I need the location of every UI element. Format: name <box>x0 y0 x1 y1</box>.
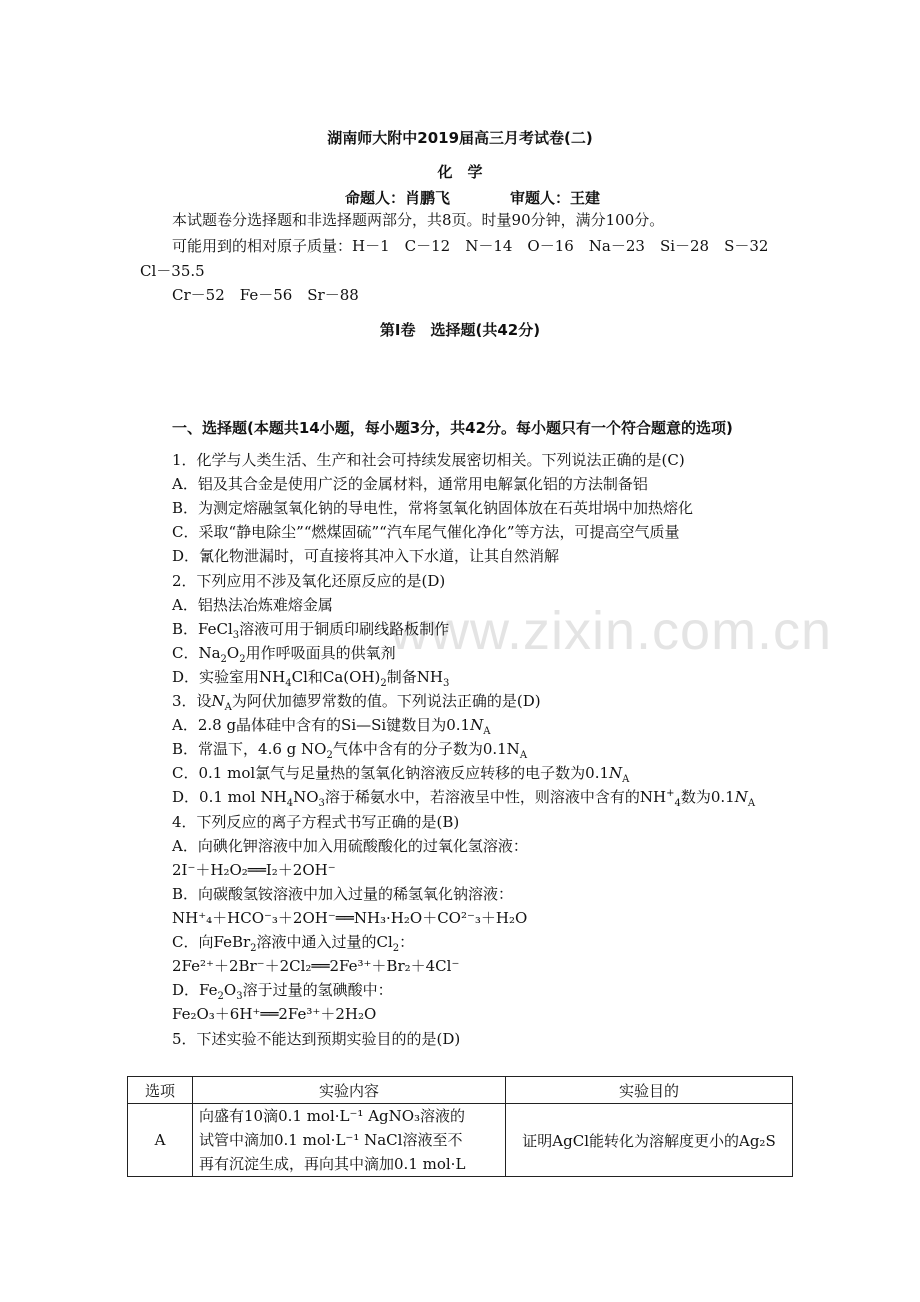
q1-stem: 1．化学与人类生活、生产和社会可持续发展密切相关。下列说法正确的是(C) <box>172 451 685 469</box>
table-header-content: 实验内容 <box>193 1077 506 1104</box>
q2-stem: 2．下列应用不涉及氧化还原反应的是(D) <box>172 572 446 590</box>
q2-option-c: C．$Na_2O_2$用作呼吸面具的供氧剂 <box>172 644 396 665</box>
section-instruction: 一、选择题(本题共14小题，每小题3分，共42分。每小题只有一个符合题意的选项) <box>172 419 733 437</box>
experiment-table <box>127 1076 793 1177</box>
q3-option-c: C．0.1 mol氯气与足量热的氢氧化钠溶液反应转移的电子数为$0.1N_A$ <box>172 764 630 785</box>
intro-line-1: 本试题卷分选择题和非选择题两部分，共8页。时量90分钟，满分100分。 <box>172 211 665 229</box>
q4-equation-c: 2Fe²⁺＋2Br⁻＋2Cl₂══2Fe³⁺＋Br₂＋4Cl⁻ <box>172 957 460 975</box>
table-header-purpose: 实验目的 <box>506 1077 793 1104</box>
row-a-option: A <box>128 1104 193 1177</box>
q4-equation-d: Fe₂O₃＋6H⁺══2Fe³⁺＋2H₂O <box>172 1005 377 1023</box>
q4-option-b: B．向碳酸氢铵溶液中加入过量的稀氢氧化钠溶液： <box>172 885 514 903</box>
q3-option-d: D．0.1 mol $NH_4NO_3$溶于稀氨水中，若溶液呈中性，则溶液中含有的$NH^+_4$数为$0.1N_A$ <box>172 788 756 809</box>
row-a-content-line-2: 试管中滴加0.1 mol·L⁻¹ NaCl溶液至不 <box>199 1131 463 1149</box>
watermark: www.zixin.com.cn <box>390 601 833 661</box>
q1-option-b: B．为测定熔融氢氧化钠的导电性，常将氢氧化钠固体放在石英坩埚中加热熔化 <box>172 499 694 517</box>
q5-stem: 5．下述实验不能达到预期实验目的的是(D) <box>172 1030 461 1048</box>
intro-line-2: 可能用到的相对原子质量：H－1 C－12 N－14 O－16 Na－23 Si－28 S－32 <box>172 237 769 255</box>
q1-option-d: D．氰化物泄漏时，可直接将其冲入下水道，让其自然消解 <box>172 547 560 565</box>
row-a-content-line-1: 向盛有10滴0.1 mol·L⁻¹ AgNO₃溶液的 <box>199 1107 466 1125</box>
table-header-option: 选项 <box>128 1077 193 1104</box>
q4-option-c: C．向FeBr$_2$溶液中通入过量的$Cl_2$： <box>172 933 415 954</box>
exam-title: 湖南师大附中2019届高三月考试卷(二) <box>327 129 593 147</box>
q4-option-d: D．$Fe_2O_3$溶于过量的氢碘酸中： <box>172 981 393 1002</box>
section-title: 第Ⅰ卷 选择题(共42分) <box>379 321 541 339</box>
subject-heading: 化 学 <box>437 163 483 181</box>
author-label: 命题人：肖鹏飞 <box>345 189 451 207</box>
q4-equation-a: 2I⁻＋H₂O₂══I₂＋2OH⁻ <box>172 861 336 879</box>
q2-option-d: D．实验室用$NH_4Cl$和$Ca(OH)_2$制备$NH_3$ <box>172 668 450 689</box>
intro-line-3: Cl－35.5 <box>140 262 205 280</box>
q3-stem: 3．设$N_A$为阿伏加德罗常数的值。下列说法正确的是(D) <box>172 692 541 713</box>
table-header-row <box>128 1077 793 1104</box>
q4-equation-b: NH⁺₄＋HCO⁻₃＋2OH⁻══NH₃·H₂O＋CO²⁻₃＋H₂O <box>172 909 528 927</box>
row-a-content-line-3: 再有沉淀生成，再向其中滴加0.1 mol·L <box>199 1155 466 1173</box>
q2-option-b: B．FeCl$_3$溶液可用于铜质印刷线路板制作 <box>172 620 450 641</box>
row-a-content <box>193 1104 506 1177</box>
q4-stem: 4．下列反应的离子方程式书写正确的是(B) <box>172 813 460 831</box>
q4-option-a: A．向碘化钾溶液中加入用硫酸酸化的过氧化氢溶液： <box>172 837 528 855</box>
q2-option-a: A．铝热法冶炼难熔金属 <box>172 596 333 614</box>
q1-option-c: C．采取“静电除尘”“燃煤固硫”“汽车尾气催化净化”等方法，可提高空气质量 <box>172 523 680 541</box>
q1-option-a: A．铝及其合金是使用广泛的金属材料，通常用电解氯化铝的方法制备铝 <box>172 475 648 493</box>
row-a-purpose: 证明AgCl能转化为溶解度更小的Ag₂S <box>506 1104 793 1177</box>
reviewer-label: 审题人：王建 <box>510 189 601 207</box>
table-row <box>128 1104 793 1177</box>
q3-option-b: B．常温下，4.6 g $NO_2$气体中含有的分子数为$0.1N_A$ <box>172 740 528 761</box>
intro-line-4: Cr－52 Fe－56 Sr－88 <box>172 286 359 304</box>
q3-option-a: A．2.8 g晶体硅中含有的Si—Si键数目为$0.1N_A$ <box>172 716 491 737</box>
